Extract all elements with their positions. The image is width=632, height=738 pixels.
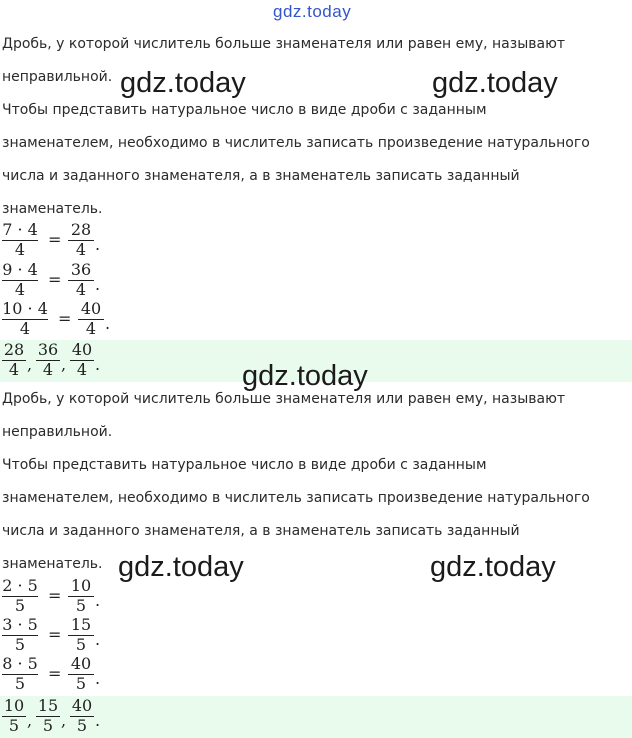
period: . — [95, 355, 101, 374]
fraction-denominator: 5 — [75, 635, 87, 654]
fraction-numerator: 2 · 5 — [2, 576, 38, 595]
watermark: gdz.today — [242, 360, 368, 392]
definition-text: неправильной. — [2, 69, 113, 85]
rule-text: числа и заданного знаменателя, а в знаменатель записать заданный — [2, 523, 520, 539]
fraction-numerator: 40 — [71, 340, 93, 359]
fraction-denominator: 5 — [14, 674, 26, 693]
fraction-numerator: 36 — [70, 260, 92, 279]
comma: , — [27, 711, 33, 730]
fraction-numerator: 3 · 5 — [2, 615, 38, 634]
rule-text: знаменателем, необходимо в числитель записать произведение натурального — [2, 490, 590, 506]
fraction-denominator: 4 — [14, 280, 26, 299]
fraction-numerator: 15 — [70, 615, 92, 634]
equals-sign: = — [58, 309, 72, 328]
fraction-denominator: 4 — [42, 360, 54, 379]
fraction-numerator: 10 — [70, 576, 92, 595]
fraction-numerator: 40 — [70, 654, 92, 673]
fraction-denominator: 4 — [75, 280, 87, 299]
comma: , — [61, 711, 67, 730]
rule-text: знаменателем, необходимо в числитель записать произведение натурального — [2, 135, 590, 151]
fraction-numerator: 8 · 5 — [2, 654, 38, 673]
solution-section-1 — [0, 28, 632, 226]
rule-text: знаменатель. — [2, 556, 103, 572]
equals-sign: = — [48, 230, 62, 249]
fraction-numerator: 40 — [71, 696, 93, 715]
definition-text: неправильной. — [2, 424, 113, 440]
fraction-denominator: 4 — [76, 360, 88, 379]
period: . — [95, 235, 101, 254]
fraction-numerator: 15 — [37, 696, 59, 715]
definition-text: Дробь, у которой числитель больше знаменателя или равен ему, называют — [2, 36, 566, 52]
period: . — [95, 669, 101, 688]
equals-sign: = — [48, 270, 62, 289]
period: . — [95, 630, 101, 649]
equals-sign: = — [48, 586, 62, 605]
fraction-numerator: 9 · 4 — [2, 260, 38, 279]
comma: , — [61, 355, 67, 374]
fraction-numerator: 10 — [3, 696, 25, 715]
fraction-numerator: 28 — [3, 340, 25, 359]
fraction-denominator: 4 — [14, 240, 26, 259]
fraction-denominator: 5 — [75, 596, 87, 615]
period: . — [105, 314, 111, 333]
period: . — [95, 711, 101, 730]
rule-text: числа и заданного знаменателя, а в знаменатель записать заданный — [2, 168, 520, 184]
site-logo[interactable]: gdz.today — [273, 2, 352, 21]
watermark: gdz.today — [430, 551, 556, 583]
rule-text: Чтобы представить натуральное число в виде дроби с заданным — [2, 457, 487, 473]
watermark: gdz.today — [432, 67, 558, 99]
equals-sign: = — [48, 664, 62, 683]
rule-text: знаменатель. — [2, 201, 103, 217]
fraction-denominator: 5 — [8, 716, 20, 735]
fraction-denominator: 4 — [19, 319, 31, 338]
fraction-denominator: 4 — [85, 319, 97, 338]
equals-sign: = — [48, 625, 62, 644]
fraction-denominator: 5 — [75, 674, 87, 693]
fraction-denominator: 5 — [76, 716, 88, 735]
fraction-denominator: 5 — [14, 635, 26, 654]
watermark: gdz.today — [120, 67, 246, 99]
fraction-numerator: 36 — [37, 340, 59, 359]
fraction-numerator: 28 — [70, 220, 92, 239]
rule-text: Чтобы представить натуральное число в виде дроби с заданным — [2, 102, 487, 118]
fraction-denominator: 4 — [75, 240, 87, 259]
fraction-denominator: 4 — [8, 360, 20, 379]
watermark: gdz.today — [118, 551, 244, 583]
comma: , — [27, 355, 33, 374]
period: . — [95, 275, 101, 294]
fraction-denominator: 5 — [14, 596, 26, 615]
definition-text: Дробь, у которой числитель больше знаменателя или равен ему, называют — [2, 391, 566, 407]
fraction-numerator: 40 — [80, 299, 102, 318]
fraction-numerator: 10 · 4 — [2, 299, 48, 318]
fraction-numerator: 7 · 4 — [2, 220, 38, 239]
fraction-denominator: 5 — [42, 716, 54, 735]
period: . — [95, 591, 101, 610]
